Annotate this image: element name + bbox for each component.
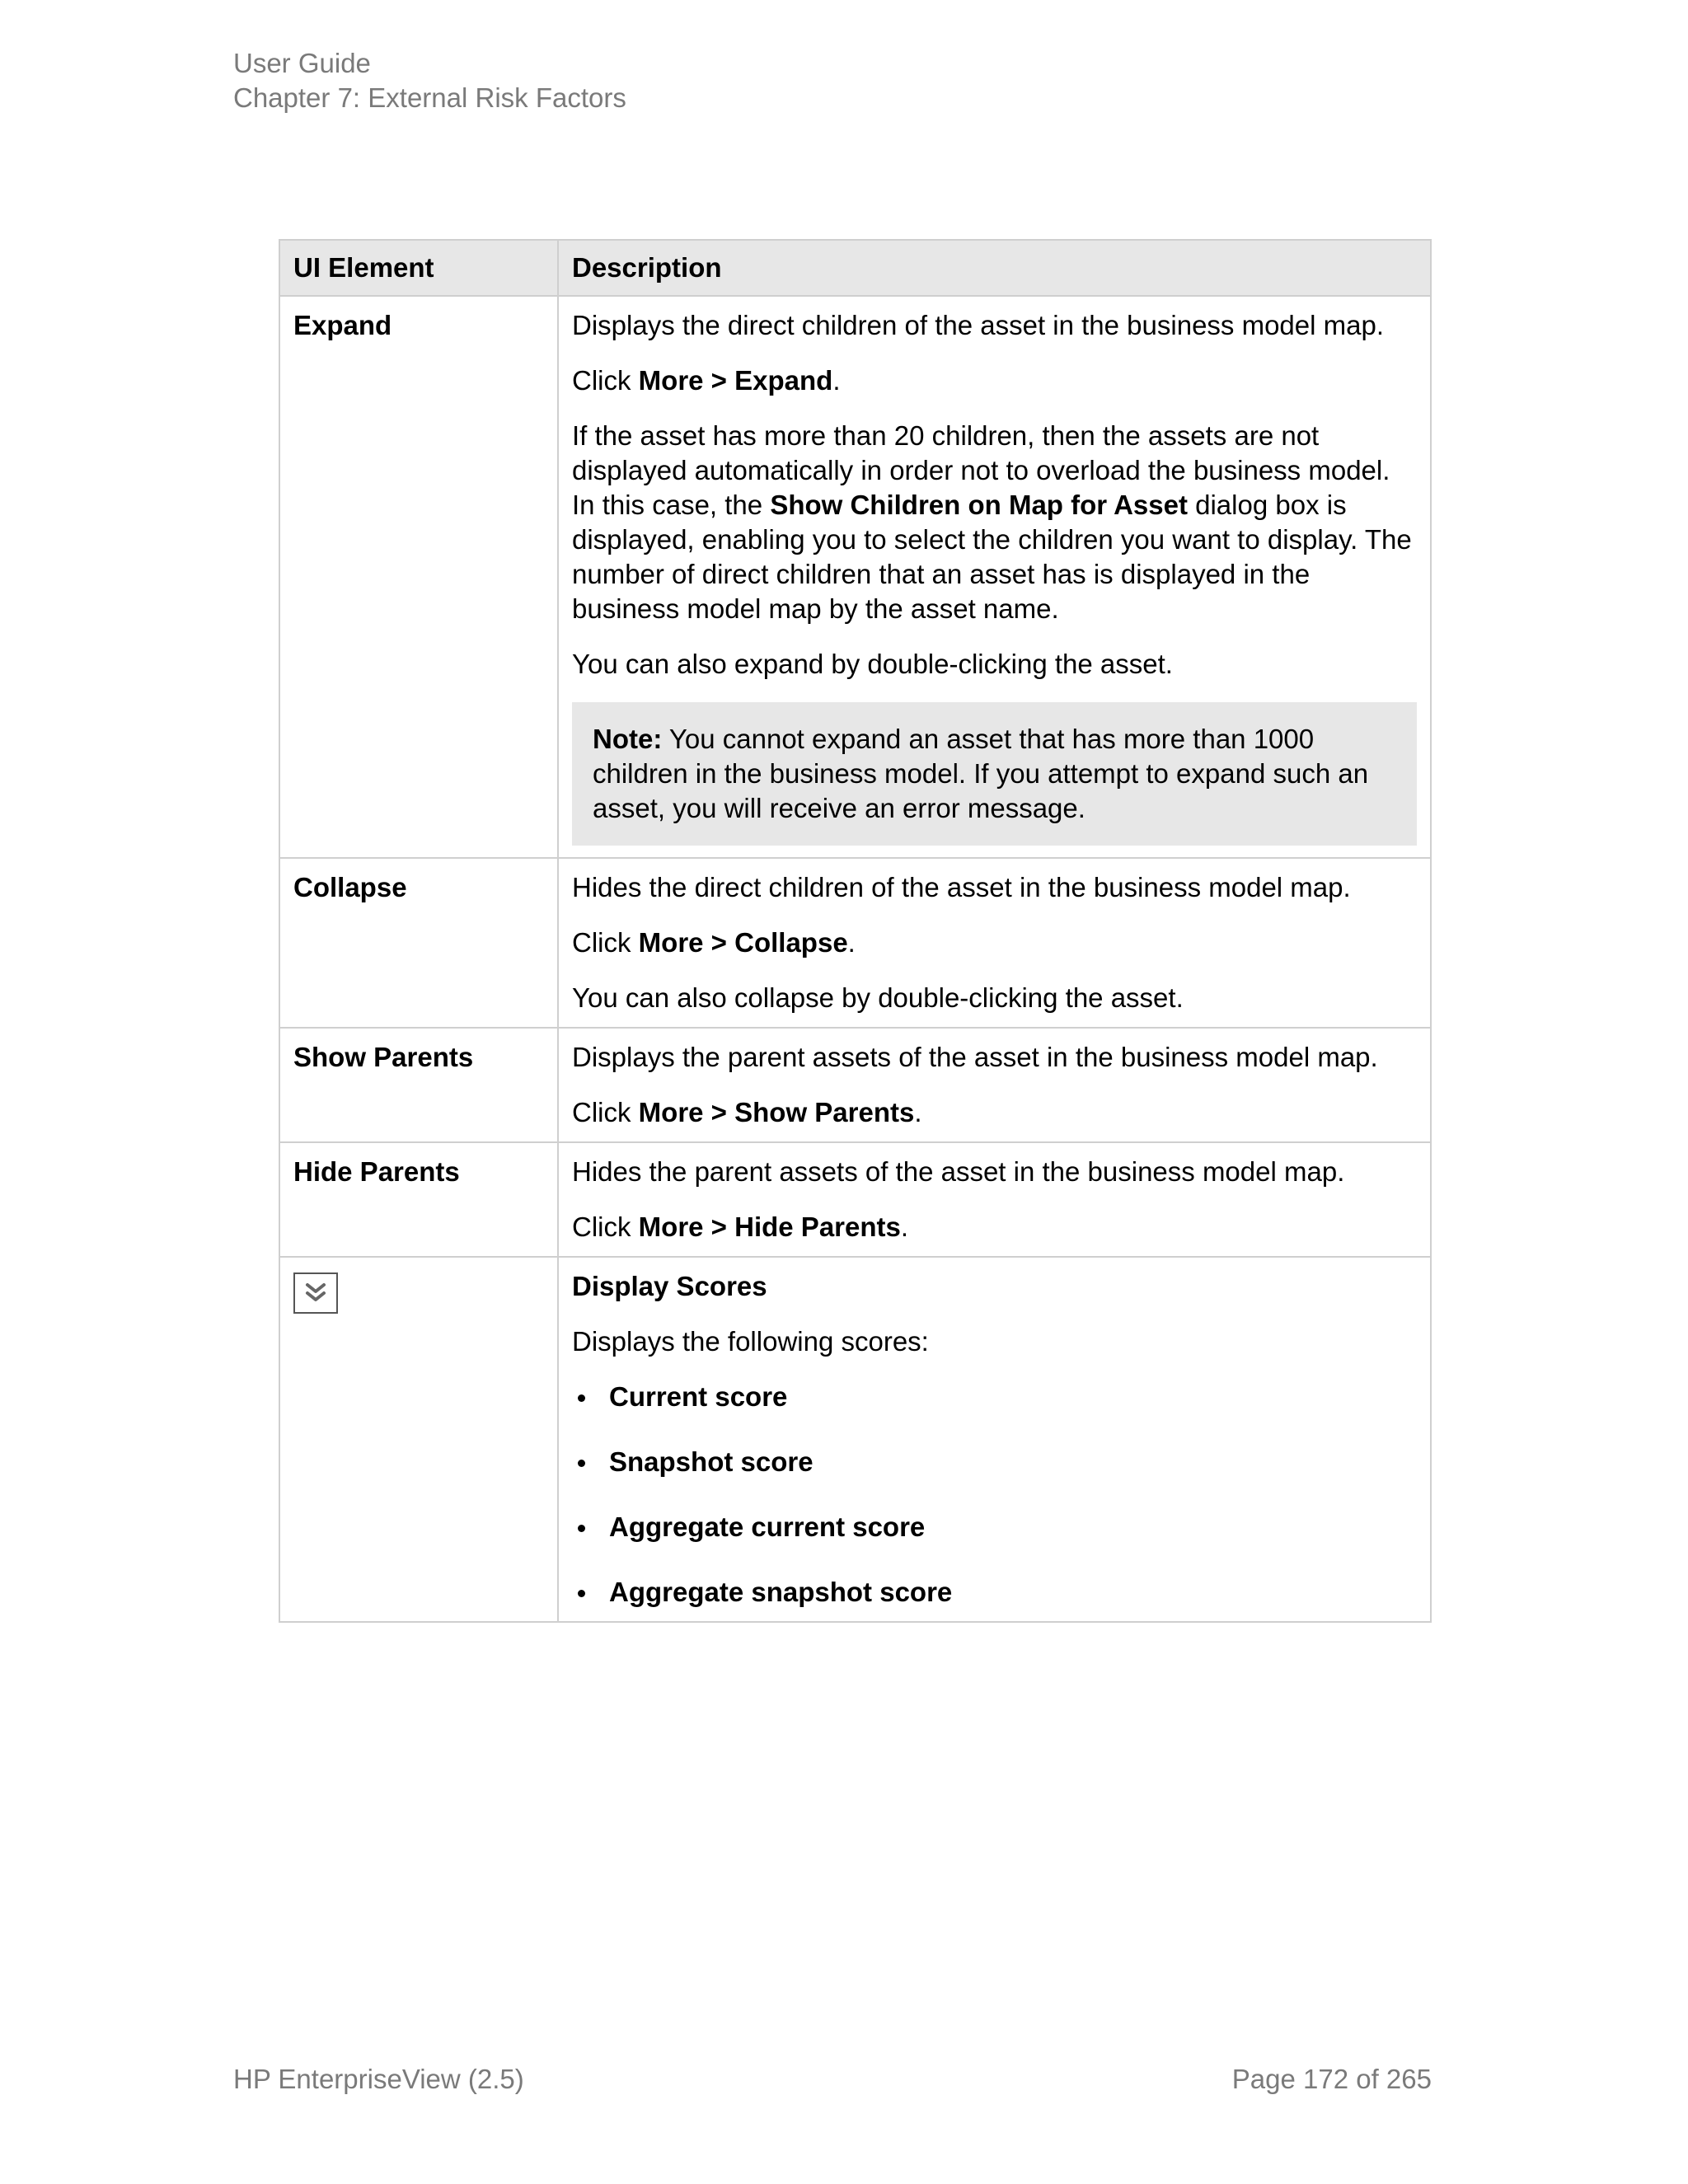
running-header: [233, 46, 626, 115]
column-header-description: Description: [558, 240, 1431, 296]
list-item: Current score: [572, 1380, 1417, 1414]
element-icon-cell-display-scores: [279, 1257, 558, 1622]
header-guide-title: User Guide: [233, 48, 371, 78]
table-row-show-parents: [279, 1028, 1431, 1142]
expand-details: If the asset has more than 20 children, then the assets are not displayed automatically in order not to overload the business model. In this case, the Show Children on Map for Asset dialog box is displayed, enabling you to select the children you want to display. The number of direct children that an asset has is displayed in the business model map by the asset name.: [572, 420, 1412, 624]
table-row-expand: [279, 296, 1431, 858]
table-header-row: [279, 240, 1431, 296]
footer-product: HP EnterpriseView (2.5): [233, 2064, 524, 2094]
show-parents-menu-path: Click More > Show Parents.: [572, 1097, 922, 1127]
table-row-display-scores: [279, 1257, 1431, 1622]
hide-parents-menu-path: Click More > Hide Parents.: [572, 1212, 909, 1242]
list-item: Snapshot score: [572, 1445, 1417, 1479]
element-name-expand: Expand: [279, 296, 558, 858]
table-row-hide-parents: [279, 1142, 1431, 1257]
description-hide-parents: [558, 1142, 1431, 1257]
scores-list: [572, 1380, 1417, 1610]
collapse-summary: Hides the direct children of the asset in the business model map.: [572, 872, 1351, 902]
collapse-menu-path: Click More > Collapse.: [572, 927, 856, 958]
expand-summary: Displays the direct children of the asset in the business model map.: [572, 310, 1385, 340]
expand-menu-path: Click More > Expand.: [572, 365, 841, 396]
table-row-collapse: [279, 858, 1431, 1028]
element-name-hide-parents: Hide Parents: [279, 1142, 558, 1257]
double-chevron-down-icon: [293, 1272, 338, 1314]
expand-double-click-tip: You can also expand by double-clicking the asset.: [572, 649, 1173, 679]
collapse-double-click-tip: You can also collapse by double-clicking the asset.: [572, 982, 1184, 1013]
column-header-ui-element: UI Element: [279, 240, 558, 296]
display-scores-title: Display Scores: [572, 1271, 767, 1301]
description-collapse: [558, 858, 1431, 1028]
footer-page-number: Page 172 of 265: [1231, 2064, 1432, 2094]
show-parents-summary: Displays the parent assets of the asset in the business model map.: [572, 1042, 1378, 1072]
list-item: Aggregate current score: [572, 1510, 1417, 1544]
hide-parents-summary: Hides the parent assets of the asset in the business model map.: [572, 1156, 1345, 1187]
header-chapter-title: Chapter 7: External Risk Factors: [233, 82, 626, 113]
element-name-show-parents: Show Parents: [279, 1028, 558, 1142]
display-scores-intro: Displays the following scores:: [572, 1326, 929, 1357]
note-label: Note:: [593, 724, 663, 754]
description-display-scores: [558, 1257, 1431, 1622]
element-name-collapse: Collapse: [279, 858, 558, 1028]
list-item: Aggregate snapshot score: [572, 1575, 1417, 1610]
ui-elements-table: [279, 239, 1432, 1623]
note-text: You cannot expand an asset that has more than 1000 children in the business model. If you attempt to expand such an asset, you will receive an error message.: [593, 724, 1369, 823]
note-box: [572, 702, 1417, 846]
description-show-parents: [558, 1028, 1431, 1142]
description-expand: [558, 296, 1431, 858]
